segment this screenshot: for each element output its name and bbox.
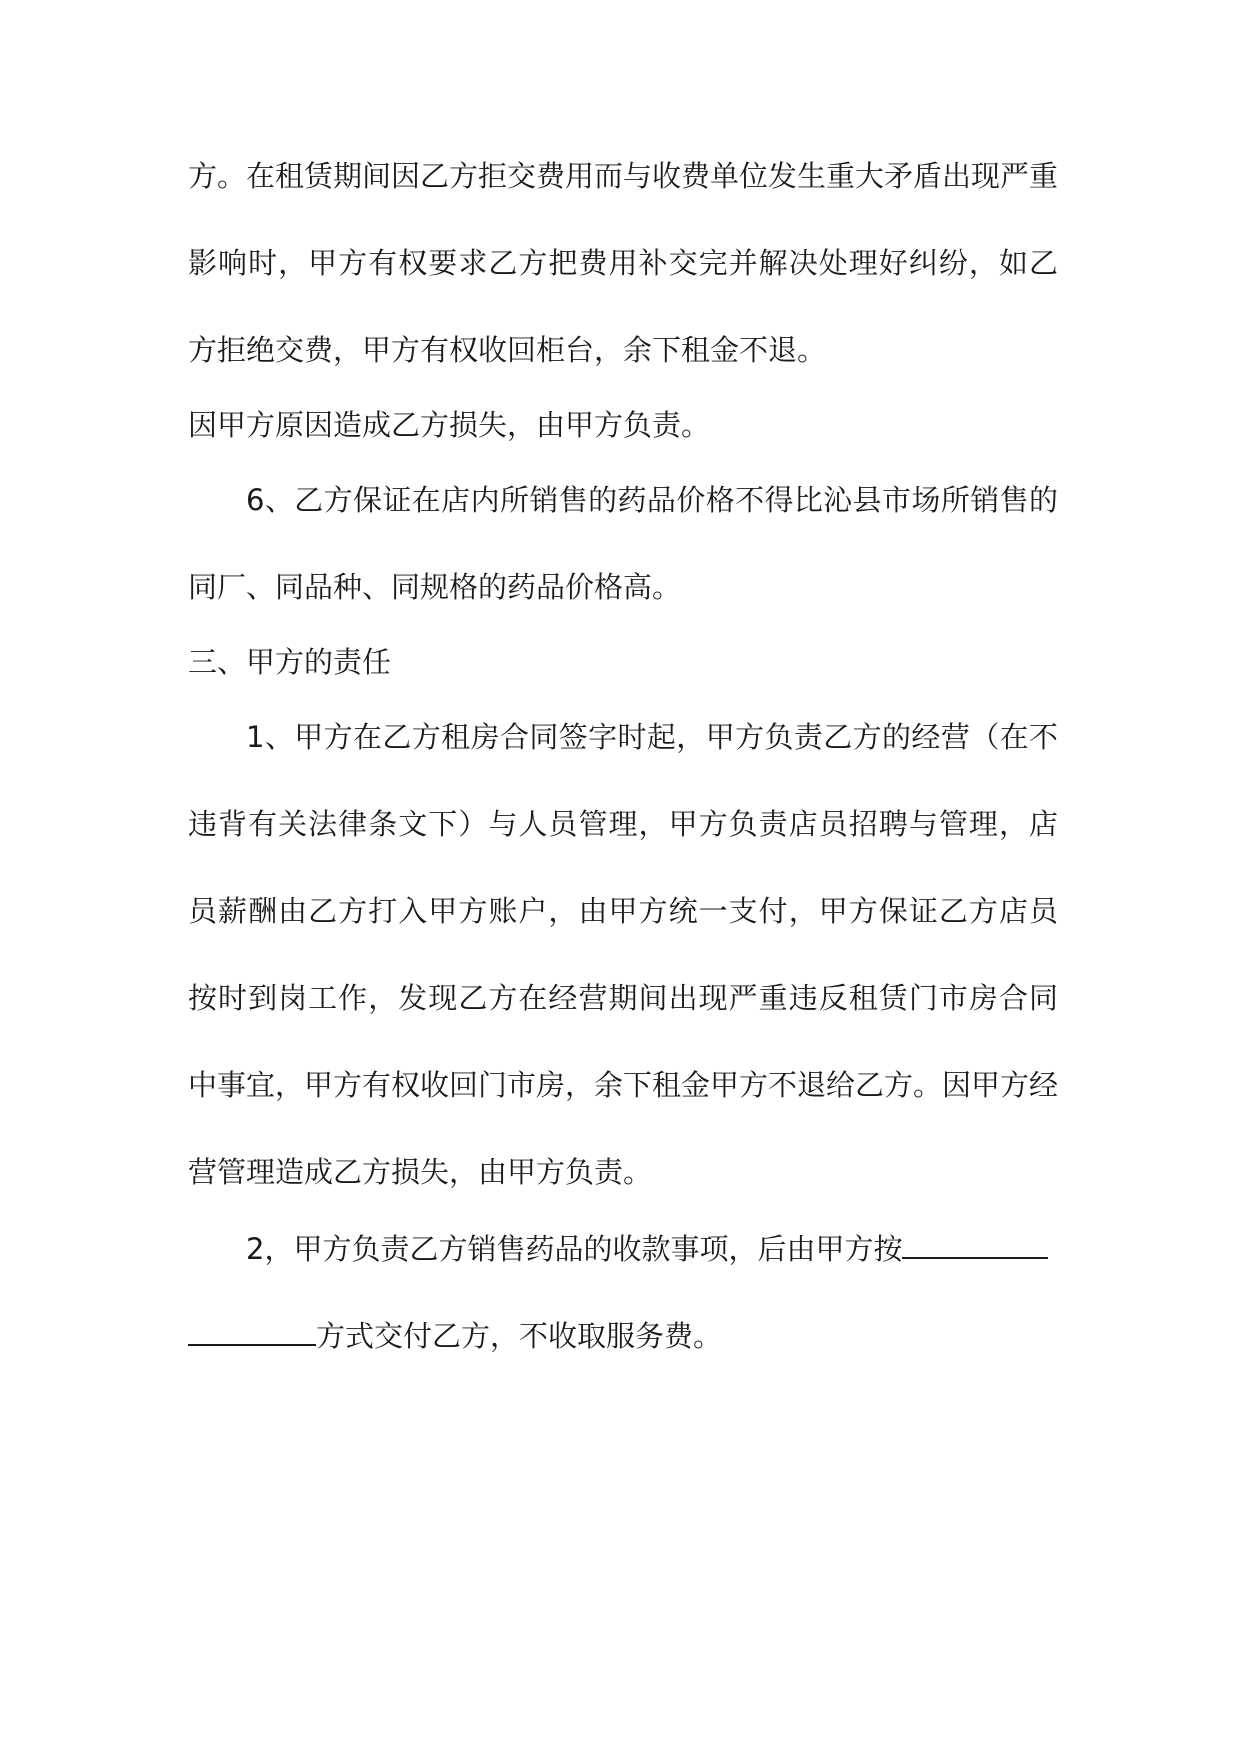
paragraph-line: 因甲方原因造成乙方损失，由甲方负责。	[188, 408, 711, 442]
paragraph-line: 按时到岗工作，发现乙方在经营期间出现严重违反租赁门市房合同	[188, 981, 1058, 1015]
paragraph-line	[188, 1227, 1058, 1267]
fill-in-blank	[902, 1227, 1048, 1259]
section-heading: 三、甲方的责任	[188, 645, 392, 679]
paragraph-line: 员薪酬由乙方打入甲方账户，由甲方统一支付，甲方保证乙方店员	[188, 894, 1058, 928]
paragraph-line: 影响时，甲方有权要求乙方把费用补交完并解决处理好纠纷，如乙	[188, 246, 1058, 280]
paragraph-line	[188, 1314, 1058, 1354]
paragraph-line: 同厂、同品种、同规格的药品价格高。	[188, 570, 682, 604]
paragraph-line: 营管理造成乙方损失，由甲方负责。	[188, 1155, 653, 1189]
paragraph-line: 方拒绝交费，甲方有权收回柜台，余下租金不退。	[188, 333, 827, 367]
paragraph-line: 6、乙方保证在店内所销售的药品价格不得比沁县市场所销售的	[246, 483, 1058, 517]
paragraph-text: 方式交付乙方，不收取服务费。	[316, 1319, 723, 1353]
paragraph-line: 方。在租赁期间因乙方拒交费用而与收费单位发生重大矛盾出现严重	[188, 159, 1058, 193]
paragraph-line: 违背有关法律条文下）与人员管理，甲方负责店员招聘与管理，店	[188, 807, 1058, 841]
fill-in-blank	[188, 1314, 316, 1346]
paragraph-line: 1、甲方在乙方租房合同签字时起，甲方负责乙方的经营（在不	[246, 720, 1058, 754]
paragraph-text: 2，甲方负责乙方销售药品的收款事项，后由甲方按	[246, 1232, 903, 1266]
paragraph-line: 中事宜，甲方有权收回门市房，余下租金甲方不退给乙方。因甲方经	[188, 1068, 1058, 1102]
